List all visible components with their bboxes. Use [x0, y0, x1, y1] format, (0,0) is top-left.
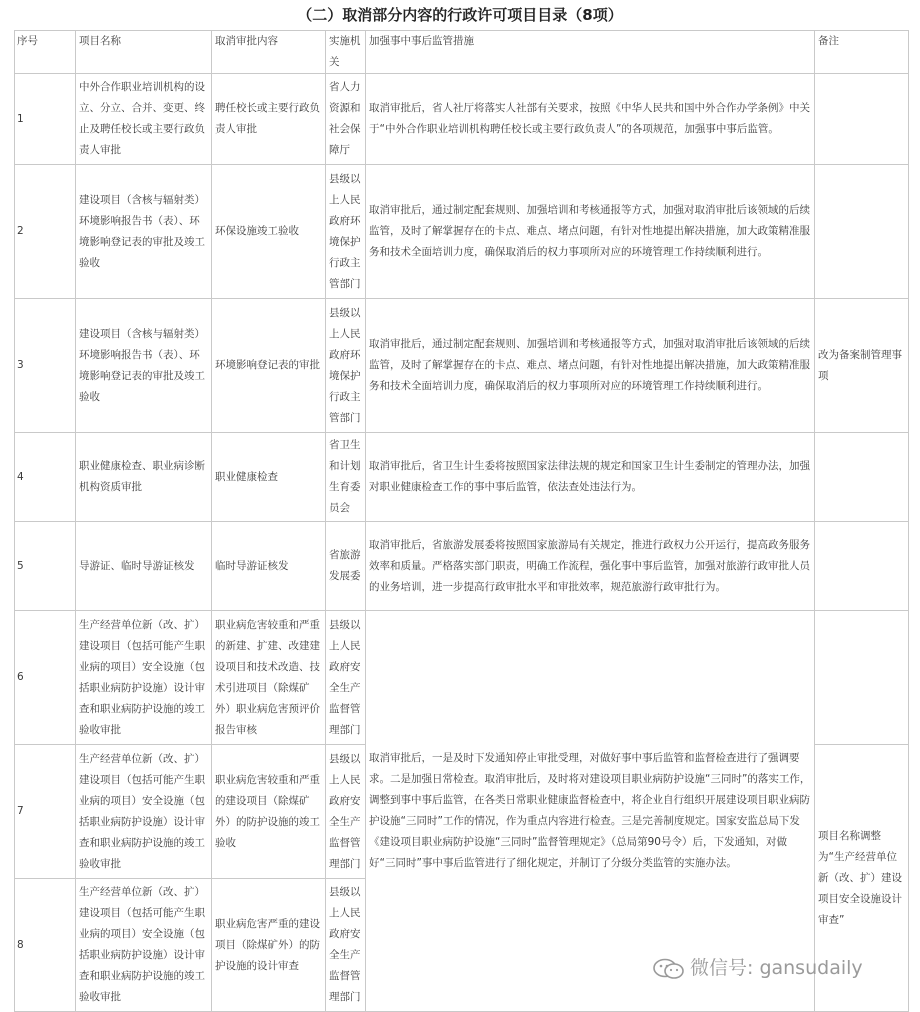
row-content: 环保设施竣工验收: [212, 165, 326, 299]
header-measures: 加强事中事后监管措施: [366, 31, 815, 74]
header-content: 取消审批内容: [212, 31, 326, 74]
row-seq: 5: [15, 522, 76, 611]
row-seq: 4: [15, 433, 76, 522]
row-measures: 取消审批后，省卫生计生委将按照国家法律法规的规定和国家卫生计生委制定的管理办法，加强对职业健康检查工作的事中事后监管，依法查处违法行为。: [366, 433, 815, 522]
table-row: [15, 165, 909, 299]
row-note: [815, 433, 909, 522]
header-name: 项目名称: [76, 31, 212, 74]
row-note: [815, 611, 909, 745]
row-measures: 取消审批后，省人社厅将落实人社部有关要求，按照《中华人民共和国中外合作办学条例》中关于“中外合作职业培训机构聘任校长或主要行政负责人”的各项规范，加强事中事后监管。: [366, 74, 815, 165]
row-name: 中外合作职业培训机构的设立、分立、合并、变更、终止及聘任校长或主要行政负责人审批: [76, 74, 212, 165]
table-header-row: [15, 31, 909, 74]
row-content: 职业病危害较重和严重的新建、扩建、改建建设项目和技术改造、技术引进项目（除煤矿外）职业病危害预评价报告审核: [212, 611, 326, 745]
row-org: 县级以上人民政府安全生产监督管理部门: [326, 611, 366, 745]
row-org: 县级以上人民政府安全生产监督管理部门: [326, 879, 366, 1012]
row-org: 省旅游发展委: [326, 522, 366, 611]
table-row: [15, 522, 909, 611]
row-content: 环境影响登记表的审批: [212, 299, 326, 433]
row-note: [815, 165, 909, 299]
row-seq: 7: [15, 745, 76, 879]
row-note: [815, 74, 909, 165]
row-measures: 取消审批后，通过制定配套规则、加强培训和考核通报等方式，加强对取消审批后该领域的后续监管，及时了解掌握存在的卡点、难点、堵点问题，有针对性地提出解决措施，加大政策精准服务和技术全面培训力度，确保取消后的权力事项所对应的环境管理工作持续顺利进行。: [366, 165, 815, 299]
row-name: 导游证、临时导游证核发: [76, 522, 212, 611]
row-name: 生产经营单位新（改、扩）建设项目（包括可能产生职业病的项目）安全设施（包括职业病防护设施）设计审查和职业病防护设施的竣工验收审批: [76, 611, 212, 745]
table-row: [15, 299, 909, 433]
table-row: [15, 74, 909, 165]
row-org: 县级以上人民政府安全生产监督管理部门: [326, 745, 366, 879]
row-name: 建设项目（含核与辐射类）环境影响报告书（表）、环境影响登记表的审批及竣工验收: [76, 299, 212, 433]
merged-measures: 取消审批后，一是及时下发通知停止审批受理，对做好事中事后监管和监督检查进行了强调要求。二是加强日常检查。取消审批后，及时将对建设项目职业病防护设施“三同时”的落实工作，调整到事中事后监管，在各类日常职业健康监督检查中，将企业自行组织开展建设项目职业病防护设施“三同时”工作的情况，作为重点内容进行检查。三是完善制度规定。国家安监总局下发《建设项目职业病防护设施“三同时”监督管理规定》（总局第90号令）后，下发通知，对做好“三同时”事中事后监管进行了细化规定，并制订了分级分类监管的实施办法。: [366, 611, 815, 1012]
row-note: 改为备案制管理事项: [815, 299, 909, 433]
row-name: 职业健康检查、职业病诊断机构资质审批: [76, 433, 212, 522]
header-seq: 序号: [15, 31, 76, 74]
row-seq: 1: [15, 74, 76, 165]
header-note: 备注: [815, 31, 909, 74]
row-org: 省卫生和计划生育委员会: [326, 433, 366, 522]
watermark-label: 微信号: gansudaily: [690, 957, 863, 979]
row-name: 生产经营单位新（改、扩）建设项目（包括可能产生职业病的项目）安全设施（包括职业病防护设施）设计审查和职业病防护设施的竣工验收审批: [76, 879, 212, 1012]
row-org: 县级以上人民政府环境保护行政主管部门: [326, 165, 366, 299]
wechat-icon: [652, 958, 686, 980]
row-seq: 6: [15, 611, 76, 745]
row-content: 聘任校长或主要行政负责人审批: [212, 74, 326, 165]
row-measures: 取消审批后，通过制定配套规则、加强培训和考核通报等方式，加强对取消审批后该领域的后续监管，及时了解掌握存在的卡点、难点、堵点问题，有针对性地提出解决措施，加大政策精准服务和技术全面培训力度，确保取消后的权力事项所对应的环境管理工作持续顺利进行。: [366, 299, 815, 433]
page-title: （二）取消部分内容的行政许可项目目录（8项）: [297, 6, 623, 24]
row-org: 省人力资源和社会保障厅: [326, 74, 366, 165]
row-seq: 8: [15, 879, 76, 1012]
table-row: [15, 611, 909, 745]
merged-note: 项目名称调整为“生产经营单位新（改、扩）建设项目安全设施设计审查”: [815, 745, 909, 1012]
row-seq: 3: [15, 299, 76, 433]
header-org: 实施机关: [326, 31, 366, 74]
row-content: 职业病危害较重和严重的建设项目（除煤矿外）的防护设施的竣工验收: [212, 745, 326, 879]
row-content: 职业健康检查: [212, 433, 326, 522]
row-measures: 取消审批后，省旅游发展委将按照国家旅游局有关规定，推进行政权力公开运行，提高政务服务效率和质量。严格落实部门职责，明确工作流程，强化事中事后监管，加强对旅游行政审批人员的业务培训，进一步提高行政审批水平和审批效率，规范旅游行政审批行为。: [366, 522, 815, 611]
row-org: 县级以上人民政府环境保护行政主管部门: [326, 299, 366, 433]
permit-table: [14, 30, 909, 1012]
row-name: 建设项目（含核与辐射类）环境影响报告书（表）、环境影响登记表的审批及竣工验收: [76, 165, 212, 299]
table-row: [15, 433, 909, 522]
row-seq: 2: [15, 165, 76, 299]
watermark: [652, 953, 863, 980]
row-content: 职业病危害严重的建设项目（除煤矿外）的防护设施的设计审查: [212, 879, 326, 1012]
row-note: [815, 522, 909, 611]
row-content: 临时导游证核发: [212, 522, 326, 611]
row-name: 生产经营单位新（改、扩）建设项目（包括可能产生职业病的项目）安全设施（包括职业病防护设施）设计审查和职业病防护设施的竣工验收审批: [76, 745, 212, 879]
